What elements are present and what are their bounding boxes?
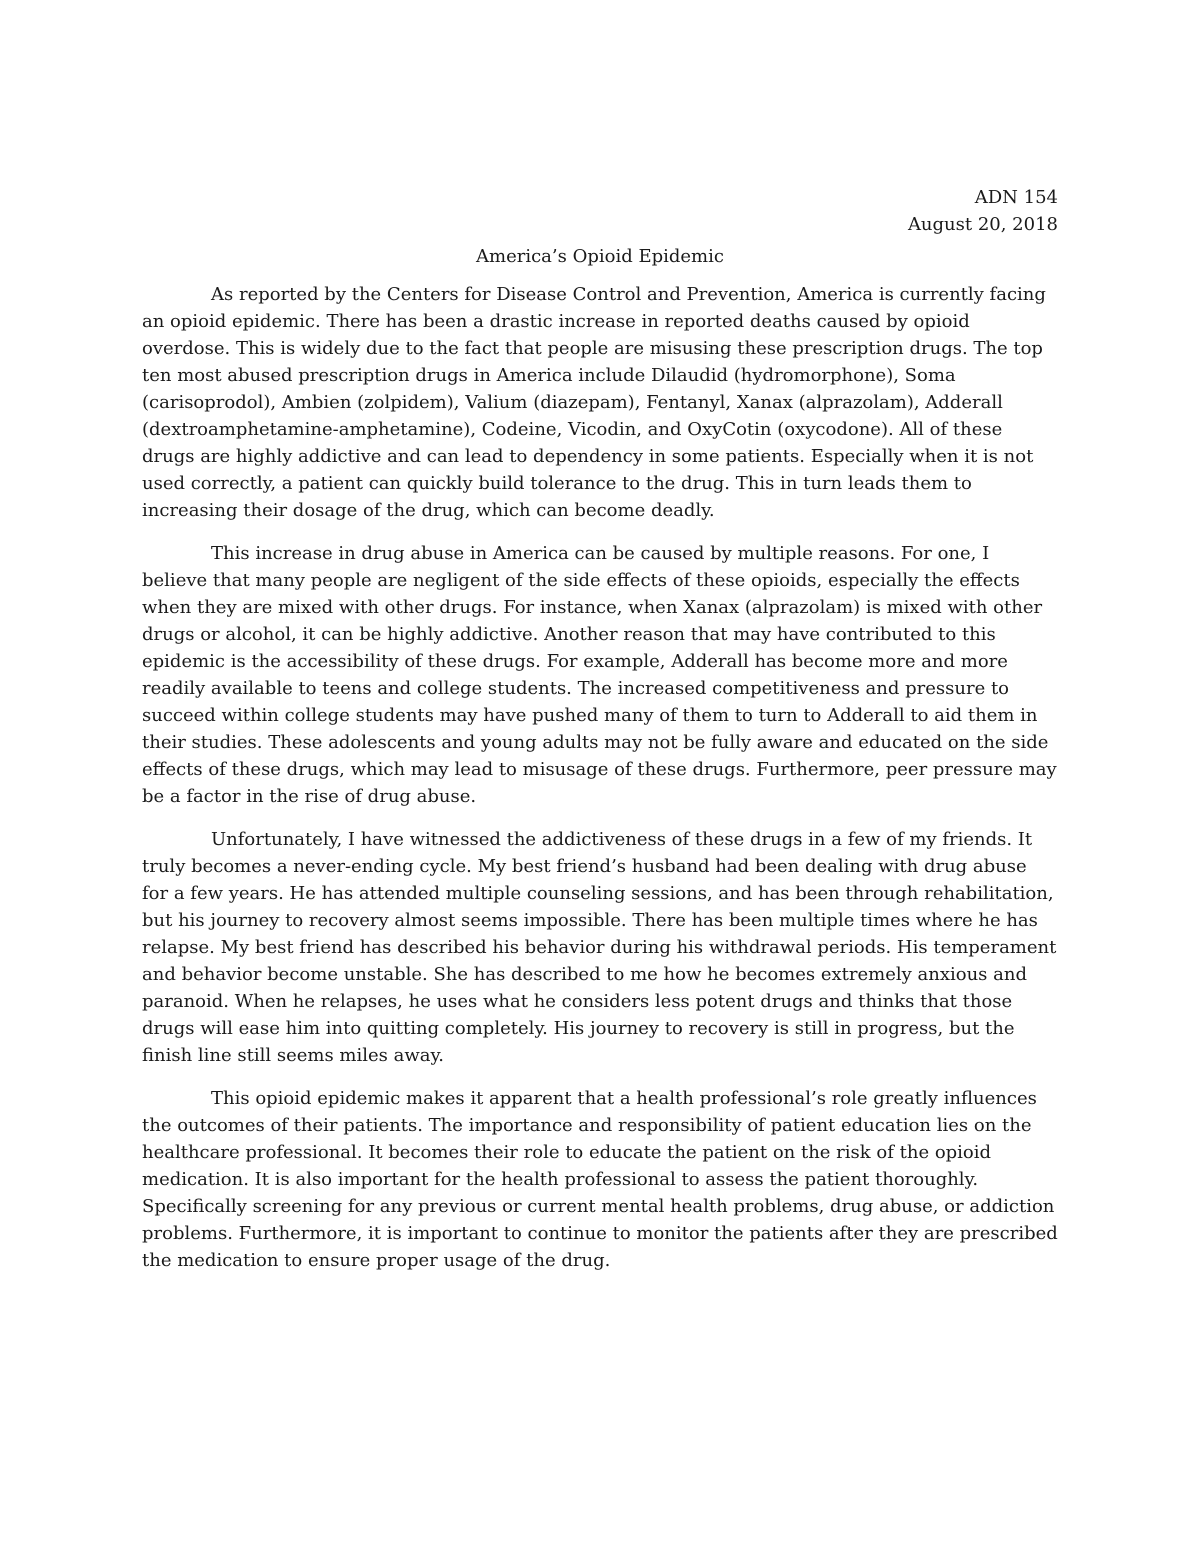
document-date: August 20, 2018 [907, 214, 1058, 235]
course-code: ADN 154 [974, 187, 1058, 208]
paragraph-4: This opioid epidemic makes it apparent that a health professional’s role greatly influences the outcomes of their patients. The importance and responsibility of patient education lies on the healthcare professional. It becomes their role to educate the patient on the risk of the opioid medication. It is also important for the health professional to assess the patient thoroughly. Specifically screening for any previous or current mental health problems, drug abuse, or addiction problems. Furthermore, it is important to continue to monitor the patients after they are prescribed the medication to ensure proper usage of the drug. [142, 1088, 1058, 1271]
paragraph-2: This increase in drug abuse in America can be caused by multiple reasons. For one, I believe that many people are negligent of the side effects of these opioids, especially the effects when they are mixed with other drugs. For instance, when Xanax (alprazolam) is mixed with other drugs or alcohol, it can be highly addictive. Another reason that may have contributed to this epidemic is the accessibility of these drugs. For example, Adderall has become more and more readily available to teens and college students. The increased competitiveness and pressure to succeed within college students may have pushed many of them to turn to Adderall to aid them in their studies. These adolescents and young adults may not be fully aware and educated on the side effects of these drugs, which may lead to misusage of these drugs. Furthermore, peer pressure may be a factor in the rise of drug abuse. [142, 543, 1057, 807]
document-title: America’s Opioid Epidemic [476, 246, 724, 267]
paragraph-1: As reported by the Centers for Disease Control and Prevention, America is currently facing an opioid epidemic. There has been a drastic increase in reported deaths caused by opioid overdose. This is widely due to the fact that people are misusing these prescription drugs. The top ten most abused prescription drugs in America include Dilaudid (hydromorphone), Soma (carisoprodol), Ambien (zolpidem), Valium (diazepam), Fentanyl, Xanax (alprazolam), Adderall (dextroamphetamine-amphetamine), Codeine, Vicodin, and OxyCotin (oxycodone). All of these drugs are highly addictive and can lead to dependency in some patients. Especially when it is not used correctly, a patient can quickly build tolerance to the drug. This in turn leads them to increasing their dosage of the drug, which can become deadly. [142, 284, 1046, 521]
paragraph-3: Unfortunately, I have witnessed the addictiveness of these drugs in a few of my friends. It truly becomes a never-ending cycle. My best friend’s husband had been dealing with drug abuse for a few years. He has attended multiple counseling sessions, and has been through rehabilitation, but his journey to recovery almost seems impossible. There has been multiple times where he has relapse. My best friend has described his behavior during his withdrawal periods. His temperament and behavior become unstable. She has described to me how he becomes extremely anxious and paranoid. When he relapses, he uses what he considers less potent drugs and thinks that those drugs will ease him into quitting completely. His journey to recovery is still in progress, but the finish line still seems miles away. [142, 829, 1057, 1066]
document-body [142, 184, 1058, 1290]
